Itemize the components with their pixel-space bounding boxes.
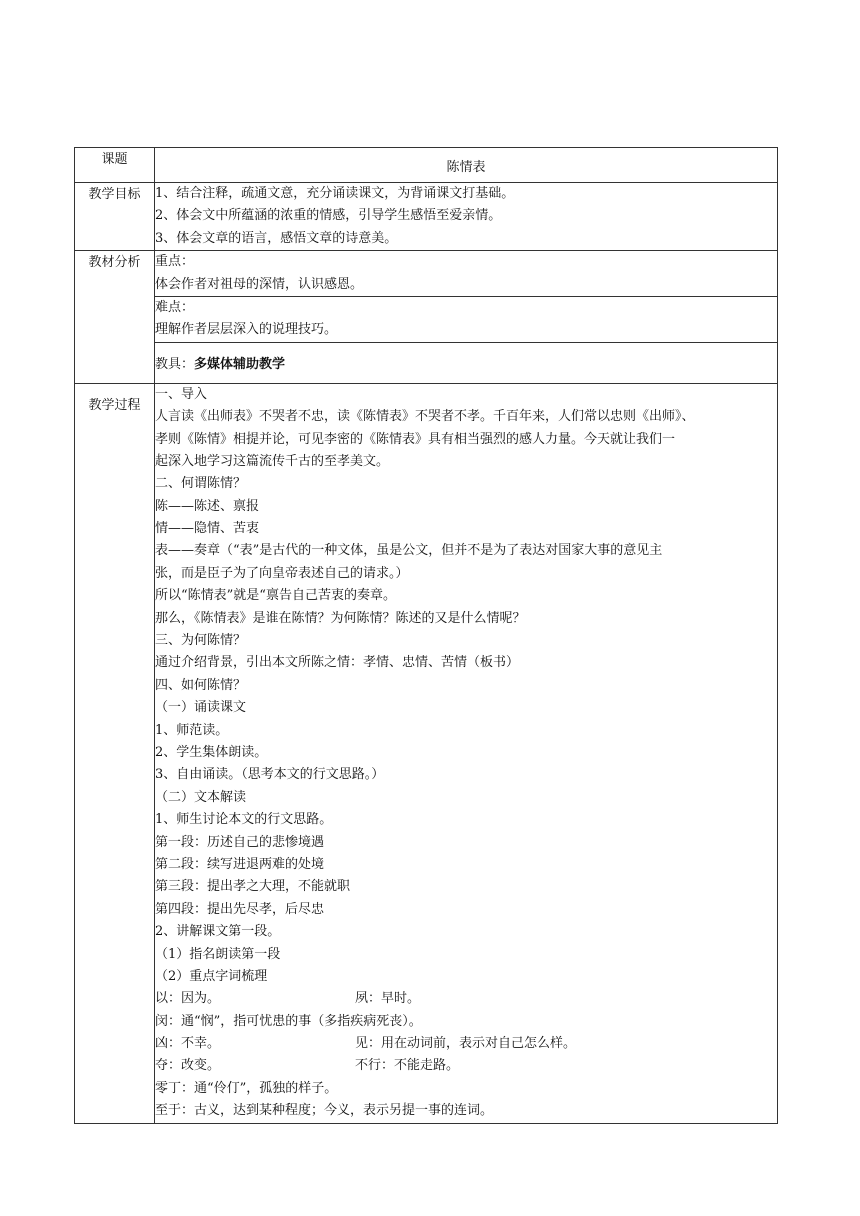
objective-item: 3、体会文章的语言，感悟文章的诗意美。 <box>155 230 398 246</box>
objectives-row <box>75 183 778 251</box>
process-line: （1）指名朗读第一段 <box>155 946 281 962</box>
difficulty-text: 理解作者层层深入的说理技巧。 <box>155 322 338 338</box>
process-line: 起深入地学习这篇流传千古的至孝美文。 <box>155 453 390 469</box>
key-point-text: 体会作者对祖母的深情，认识感恩。 <box>155 276 364 292</box>
tools-label: 教具： <box>155 357 195 373</box>
process-line: 四、如何陈情？ <box>155 677 247 693</box>
process-line: （二）文本解读 <box>155 789 247 805</box>
process-line: 1、师生讨论本文的行文思路。 <box>155 812 333 828</box>
process-line: 二、何谓陈情？ <box>155 476 247 492</box>
vocab-row <box>155 1055 777 1077</box>
process-line: 第二段：续写进退两难的处境 <box>155 856 325 872</box>
process-line: 3、自由诵读。（思考本文的行文思路。） <box>155 767 385 783</box>
difficulty-label: 难点： <box>155 299 195 315</box>
analysis-key-row <box>75 251 778 297</box>
topic-row <box>75 148 778 183</box>
tools-value: 多媒体辅助教学 <box>194 357 286 373</box>
process-content <box>155 383 778 1123</box>
objective-item: 2、体会文中所蕴涵的浓重的情感，引导学生感悟至爱亲情。 <box>155 208 502 224</box>
analysis-difficulty-row <box>75 296 778 342</box>
vocab-term: 不行：不能走路。 <box>355 1058 460 1074</box>
vocab-row <box>155 988 777 1010</box>
process-line: 所以“陈情表”就是“禀告自己苦衷的奏章。 <box>155 588 396 604</box>
vocab-term: 见：用在动词前，表示对自己怎么样。 <box>355 1036 577 1052</box>
process-line: 2、学生集体朗读。 <box>155 744 268 760</box>
process-line: 三、为何陈情？ <box>155 633 247 649</box>
vocab-term: 以：因为。 <box>155 991 221 1007</box>
topic-value: 陈情表 <box>155 148 778 183</box>
process-line: 情——隐情、苦衷 <box>155 521 260 537</box>
process-line: （一）诵读课文 <box>155 700 247 716</box>
process-line: 表——奏章（“表”是古代的一种文体，虽是公文，但并不是为了表达对国家大事的意见主 <box>155 543 663 559</box>
vocab-row <box>155 1078 777 1100</box>
process-line: 第一段：历述自己的悲惨境遇 <box>155 834 325 850</box>
process-label: 教学过程 <box>75 383 155 1123</box>
vocab-term: 夙：早时。 <box>355 991 421 1007</box>
objectives-content <box>155 183 778 251</box>
analysis-label: 教材分析 <box>75 251 155 384</box>
process-line: 2、讲解课文第一段。 <box>155 924 281 940</box>
process-line: （2）重点字词梳理 <box>155 968 268 984</box>
process-line: 第三段：提出孝之大理，不能就职 <box>155 879 351 895</box>
analysis-tools-row <box>75 342 778 383</box>
vocab-term: 凶：不幸。 <box>155 1036 221 1052</box>
process-line: 1、师范读。 <box>155 722 229 738</box>
vocab-row <box>155 1011 777 1033</box>
process-row <box>75 383 778 1123</box>
difficulty-cell <box>155 296 778 342</box>
process-line: 人言读《出师表》不哭者不忠，读《陈情表》不哭者不孝。千百年来，人们常以忠则《出师》、 <box>155 409 695 425</box>
vocab-row <box>155 1033 777 1055</box>
topic-label: 课题 <box>75 148 155 183</box>
vocab-term: 夺：改变。 <box>155 1058 221 1074</box>
key-point-label: 重点： <box>155 254 195 270</box>
process-line: 第四段：提出先尽孝，后尽忠 <box>155 901 325 917</box>
process-line: 那么，《陈情表》是谁在陈情？为何陈情？陈述的又是什么情呢？ <box>155 610 526 626</box>
key-point-cell <box>155 251 778 297</box>
vocab-term: 至于：古义，达到某种程度；今义，表示另提一事的连词。 <box>155 1103 494 1119</box>
vocab-term: 闵：通“悯”，指可忧患的事（多指疾病死丧）。 <box>155 1013 422 1029</box>
process-line: 通过介绍背景，引出本文所陈之情：孝情、忠情、苦情（板书） <box>155 655 520 671</box>
vocab-term: 零丁：通“伶仃”，孤独的样子。 <box>155 1080 338 1096</box>
tools-cell <box>155 342 778 383</box>
process-line: 张，而是臣子为了向皇帝表述自己的请求。） <box>155 565 409 581</box>
objective-item: 1、结合注释，疏通文意，充分诵读课文，为背诵课文打基础。 <box>155 186 515 201</box>
objectives-label: 教学目标 <box>75 183 155 251</box>
process-line: 陈——陈述、禀报 <box>155 498 260 514</box>
process-line: 一、导入 <box>155 386 208 402</box>
lesson-plan-table <box>74 147 778 1124</box>
vocab-row <box>155 1100 777 1122</box>
process-line: 孝则《陈情》相提并论，可见李密的《陈情表》具有相当强烈的感人力量。今天就让我们一 <box>155 431 676 447</box>
